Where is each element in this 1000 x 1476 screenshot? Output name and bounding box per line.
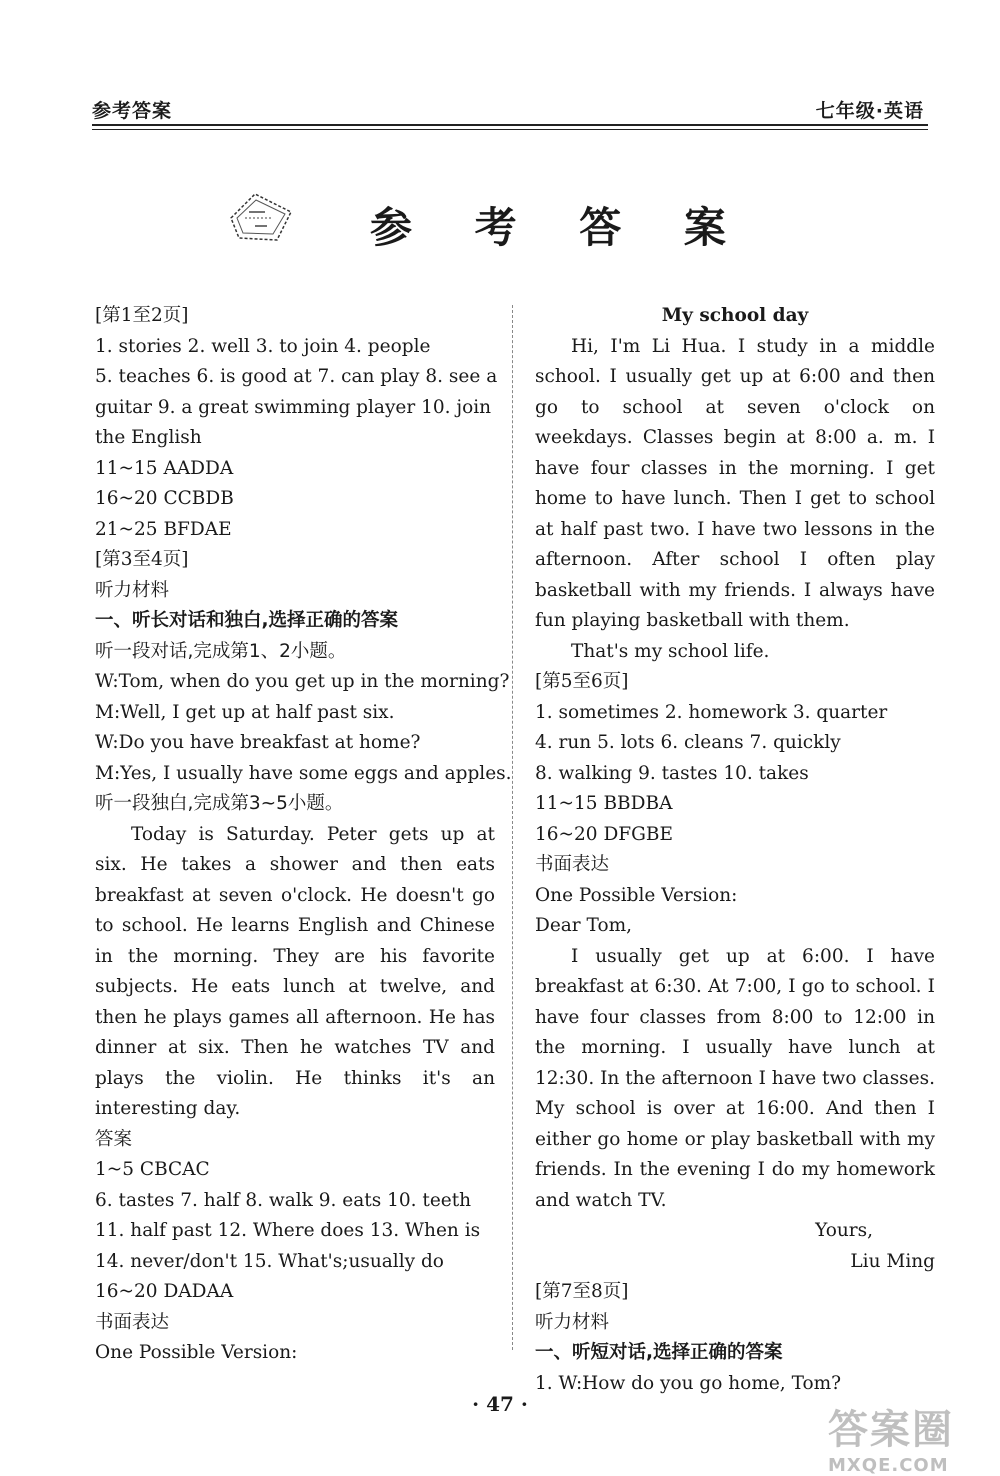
instruction-line: 听一段对话,完成第1、2小题。 bbox=[95, 640, 347, 662]
header-left: 参考答案 bbox=[92, 100, 173, 122]
letter-signature: Liu Ming bbox=[850, 1250, 935, 1272]
answer-line: guitar 9. a great swimming player 10. join bbox=[95, 396, 492, 418]
subsection-label: 书面表达 bbox=[535, 854, 610, 875]
answer-line: 8. walking 9. tastes 10. takes bbox=[535, 762, 809, 784]
decorative-stamp-icon bbox=[225, 188, 297, 246]
answer-line: 6. tastes 7. half 8. walk 9. eats 10. teeth bbox=[95, 1189, 472, 1211]
answer-line: the English bbox=[95, 427, 202, 448]
answer-line: 11~15 AADDA bbox=[95, 457, 234, 479]
answer-line: 11~15 BBDBA bbox=[535, 793, 673, 814]
subsection-heading: 一、听长对话和独白,选择正确的答案 bbox=[95, 610, 399, 631]
right-column bbox=[535, 301, 935, 1399]
answer-line: 11. half past 12. Where does 13. When is bbox=[95, 1220, 481, 1241]
page-number: · 47 · bbox=[472, 1392, 528, 1416]
letter-signoff: Yours, bbox=[815, 1220, 873, 1241]
answer-line: One Possible Version: bbox=[95, 1342, 298, 1363]
header-rule bbox=[92, 124, 928, 130]
header-right: 七年级·英语 bbox=[815, 100, 924, 122]
answer-line: 1~5 CBCAC bbox=[95, 1159, 210, 1180]
monologue-paragraph: Today is Saturday. Peter gets up at six. He takes a shower and then eats breakfast at seven o'clock. He doesn't go to school. He learns English and Chinese in the morning. They are his favorite subjects. He eats lunch at twelve, and then he plays games all afternoon. He has dinner at six. Then he watches TV and plays the violin. He thinks it's an interesting day. bbox=[95, 823, 495, 1119]
answer-line: 16~20 DADAA bbox=[95, 1281, 234, 1302]
letter-greeting: Dear Tom, bbox=[535, 915, 632, 936]
subsection-label: 听力材料 bbox=[535, 1311, 610, 1333]
page-title: 参 考 答 案 bbox=[370, 203, 750, 252]
dialog-line: W:Tom, when do you get up in the morning? bbox=[95, 671, 510, 692]
answer-line: One Possible Version: bbox=[535, 884, 738, 906]
subsection-label: 听力材料 bbox=[95, 579, 170, 601]
section-heading: [第5至6页] bbox=[535, 671, 629, 692]
subsection-heading: 一、听短对话,选择正确的答案 bbox=[535, 1342, 783, 1363]
essay-title: My school day bbox=[661, 305, 809, 326]
dialog-line: M:Yes, I usually have some eggs and apples. bbox=[95, 762, 512, 784]
answer-line: 4. run 5. lots 6. cleans 7. quickly bbox=[535, 732, 841, 753]
section-heading: [第7至8页] bbox=[535, 1281, 629, 1302]
instruction-line: 听一段独白,完成第3~5小题。 bbox=[95, 793, 344, 814]
answer-line: 16~20 CCBDB bbox=[95, 488, 234, 509]
dialog-line: M:Well, I get up at half past six. bbox=[95, 701, 395, 723]
watermark-text: 答案圈 bbox=[828, 1407, 954, 1453]
watermark-url: MXQE.COM bbox=[828, 1455, 949, 1476]
subsection-label: 书面表达 bbox=[95, 1311, 170, 1333]
left-column bbox=[95, 301, 512, 1369]
letter-paragraph: I usually get up at 6:00. I have breakfast at 6:30. At 7:00, I go to school. I have four classes from 8:00 to 12:00 in the morning. I usually have lunch at 12:30. In the afternoon I have two classes. My school is over at 16:00. And then I either go home or play basketball with my friends. In the evening I do my homework and watch TV. bbox=[535, 945, 935, 1211]
essay-paragraph: Hi, I'm Li Hua. I study in a middle school. I usually get up at 6:00 and then go to school at seven o'clock on weekdays. Classes begin at 8:00 a. m. I have four classes in the morning. I get home to have lunch. Then I get to school at half past two. I have two lessons in the afternoon. After school I often play basketball with my friends. I always have fun playing basketball with them. bbox=[535, 335, 935, 631]
column-divider bbox=[512, 305, 513, 1350]
watermark-logo bbox=[828, 1398, 988, 1476]
answer-line: 1. sometimes 2. homework 3. quarter bbox=[535, 701, 888, 723]
essay-paragraph: That's my school life. bbox=[571, 640, 770, 662]
section-heading: [第1至2页] bbox=[95, 305, 189, 326]
answer-line: 1. stories 2. well 3. to join 4. people bbox=[95, 335, 431, 357]
section-heading: [第3至4页] bbox=[95, 549, 189, 570]
dialog-line: W:Do you have breakfast at home? bbox=[95, 732, 421, 753]
subsection-label: 答案 bbox=[95, 1128, 133, 1150]
answer-line: 16~20 DFGBE bbox=[535, 823, 674, 845]
answer-line: 21~25 BFDAE bbox=[95, 518, 232, 540]
dialog-line: 1. W:How do you go home, Tom? bbox=[535, 1372, 842, 1394]
answer-line: 14. never/don't 15. What's;usually do bbox=[95, 1250, 444, 1272]
answer-line: 5. teaches 6. is good at 7. can play 8. see a bbox=[95, 366, 498, 387]
